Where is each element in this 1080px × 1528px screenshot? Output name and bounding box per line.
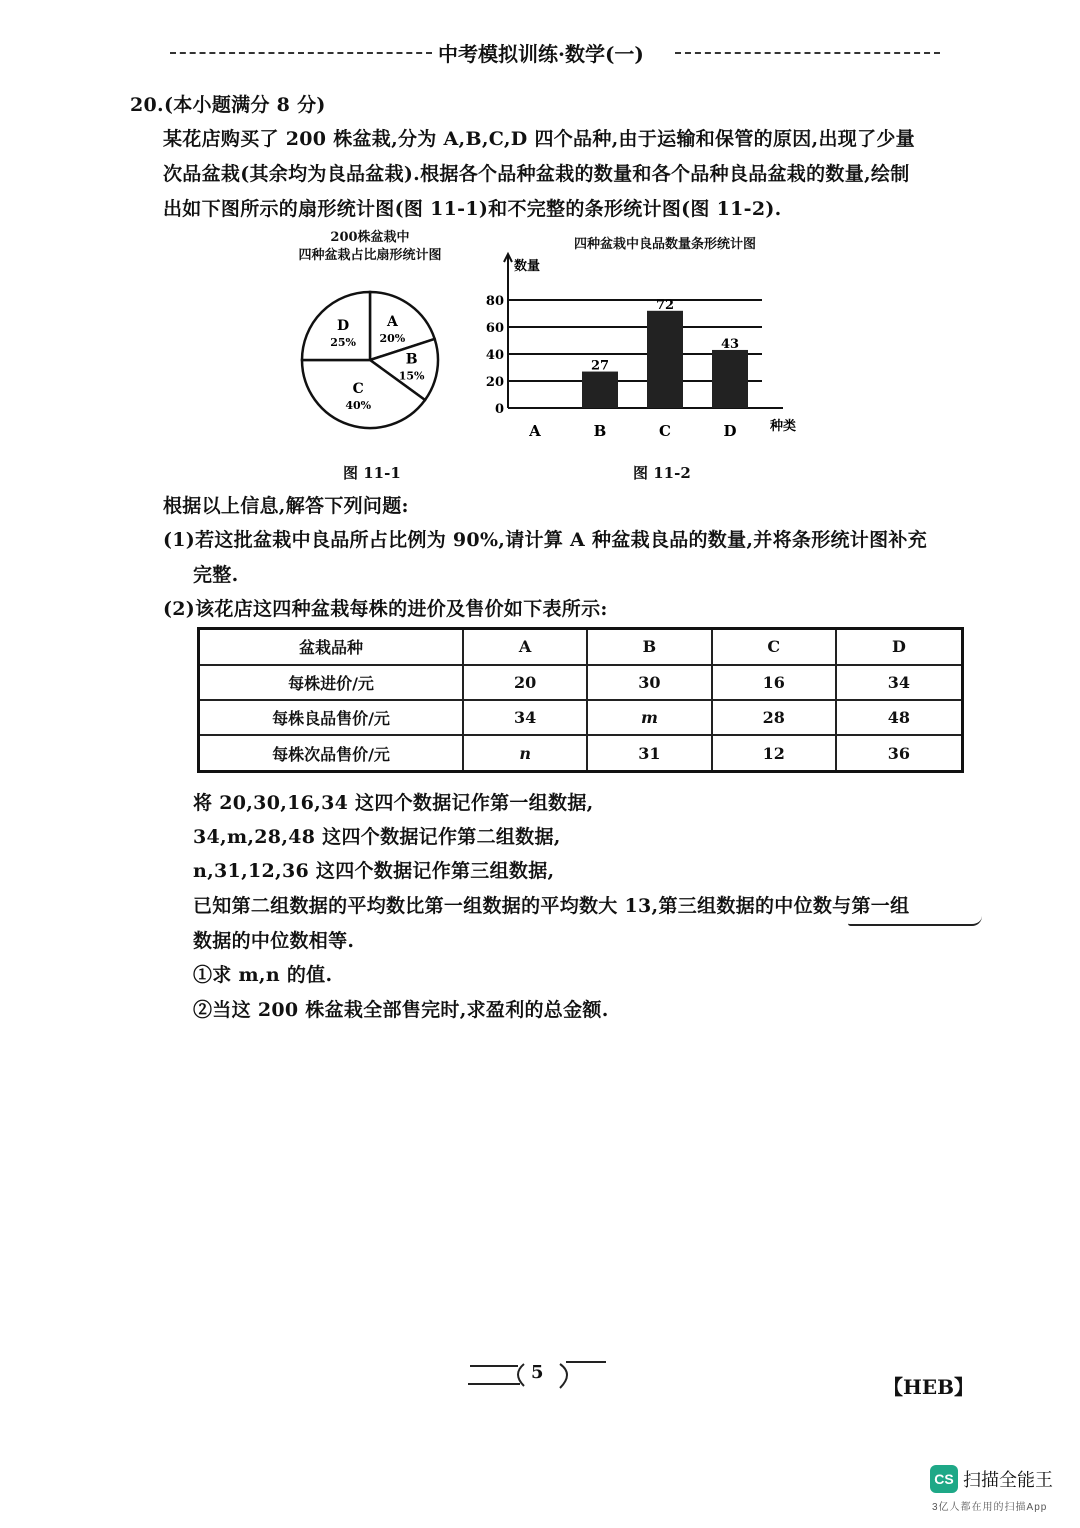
table-cell: n: [463, 735, 587, 771]
header-dashes-right: [675, 52, 940, 54]
pie-slice-percent: 25%: [330, 336, 356, 350]
bar-caption: 图 11-2: [633, 464, 691, 482]
bar-c: [647, 311, 683, 408]
table-cell: 每株次品售价/元: [199, 735, 464, 771]
sub-question-1: ①求 m,n 的值.: [193, 964, 333, 986]
data-line-1: 将 20,30,16,34 这四个数据记作第一组数据,: [193, 792, 594, 814]
y-tick-label: 60: [485, 321, 504, 336]
y-tick-label: 80: [485, 294, 504, 309]
table-row: [199, 735, 963, 771]
pie-slice-percent: 15%: [398, 369, 425, 383]
x-tick-label: B: [593, 422, 607, 440]
bar-value-label: 72: [655, 297, 675, 313]
camscanner-name: 扫描全能王: [963, 1470, 1053, 1490]
pie-slice-label: B: [405, 351, 418, 368]
bar-d: [712, 350, 748, 408]
pen-underline: [848, 916, 982, 926]
table-header-cell: A: [463, 629, 587, 665]
pie-slice-percent: 40%: [345, 399, 372, 413]
x-tick-label: D: [723, 422, 737, 440]
intro-line-2: 次品盆栽(其余均为良品盆栽).根据各个品种盆栽的数量和各个品种良品盆栽的数量,绘制: [163, 163, 910, 185]
intro-line-1: 某花店购买了 200 株盆栽,分为 A,B,C,D 四个品种,由于运输和保管的原因,出现了少量: [163, 128, 915, 150]
table-cell: 34: [463, 700, 587, 735]
table-cell: m: [587, 700, 711, 735]
bar-value-label: 43: [720, 336, 740, 352]
y-tick-label: 20: [485, 375, 504, 390]
page-header: [170, 36, 940, 66]
table-cell: 每株进价/元: [199, 665, 464, 700]
table-header-row: [199, 629, 963, 665]
camscanner-logo-icon: CS: [930, 1465, 958, 1493]
table-cell: 28: [712, 700, 836, 735]
pie-chart-title: [280, 229, 460, 265]
pie-title-line-2: 四种盆栽占比扇形统计图: [298, 248, 442, 263]
pie-caption: 图 11-1: [343, 464, 401, 482]
table-cell: 36: [836, 735, 963, 771]
table-cell: 48: [836, 700, 963, 735]
camscanner-tagline: 3亿人都在用的扫描App: [932, 1502, 1048, 1513]
bar-b: [582, 372, 618, 408]
part1-line-1: (1)若这批盆栽中良品所占比例为 90%,请计算 A 种盆栽良品的数量,并将条形统计图补充: [163, 529, 928, 551]
header-dashes-left: [170, 52, 432, 54]
table-header-cell: B: [587, 629, 711, 665]
x-axis-label: 种类: [770, 419, 797, 434]
question-number: 20.(本小题满分 8 分): [130, 94, 326, 116]
table-header-cell: D: [836, 629, 963, 665]
table-cell: 34: [836, 665, 963, 700]
prompt-text: 根据以上信息,解答下列问题:: [163, 495, 409, 517]
y-tick-label: 0: [494, 402, 504, 417]
y-tick-label: 40: [485, 348, 504, 363]
bar-chart-title: 四种盆栽中良品数量条形统计图: [573, 237, 756, 252]
pie-slice-label: A: [386, 314, 398, 331]
table-cell: 每株良品售价/元: [199, 700, 464, 735]
table-row: [199, 700, 963, 735]
pie-chart: [290, 280, 450, 440]
table-cell: 20: [463, 665, 587, 700]
part1-line-2: 完整.: [193, 564, 239, 586]
x-tick-label: C: [659, 422, 671, 440]
pie-title-line-1: 200株盆栽中: [330, 230, 410, 245]
y-axis-label: 数量: [514, 259, 541, 274]
data-line-4: 已知第二组数据的平均数比第一组数据的平均数大 13,第三组数据的中位数与第一组: [193, 895, 910, 917]
price-table: [197, 627, 964, 773]
sub-question-2: ②当这 200 株盆栽全部售完时,求盈利的总金额.: [193, 999, 609, 1021]
data-line-3: n,31,12,36 这四个数据记作第三组数据,: [193, 860, 555, 882]
header-title: 中考模拟训练·数学(一): [438, 42, 644, 66]
x-tick-label: A: [529, 422, 541, 440]
publisher-code: 【HEB】: [883, 1375, 975, 1399]
table-cell: 30: [587, 665, 711, 700]
data-line-5: 数据的中位数相等.: [193, 930, 355, 952]
part2-text: (2)该花店这四种盆栽每株的进价及售价如下表所示:: [163, 598, 608, 620]
table-cell: 16: [712, 665, 836, 700]
bar-chart: [478, 248, 818, 448]
table-header-cell: 盆栽品种: [199, 629, 464, 665]
pie-slice-label: C: [352, 381, 364, 398]
table-cell: 31: [587, 735, 711, 771]
pie-slice-d: [302, 292, 370, 360]
bar-value-label: 27: [590, 358, 610, 374]
table-header-cell: C: [712, 629, 836, 665]
pie-slice-percent: 20%: [379, 332, 406, 346]
page-number: 5: [531, 1362, 544, 1383]
intro-line-3: 出如下图所示的扇形统计图(图 11-1)和不完整的条形统计图(图 11-2).: [163, 198, 782, 220]
pie-slice-label: D: [337, 318, 350, 335]
data-line-2: 34,m,28,48 这四个数据记作第二组数据,: [193, 826, 561, 848]
table-row: [199, 665, 963, 700]
table-cell: 12: [712, 735, 836, 771]
